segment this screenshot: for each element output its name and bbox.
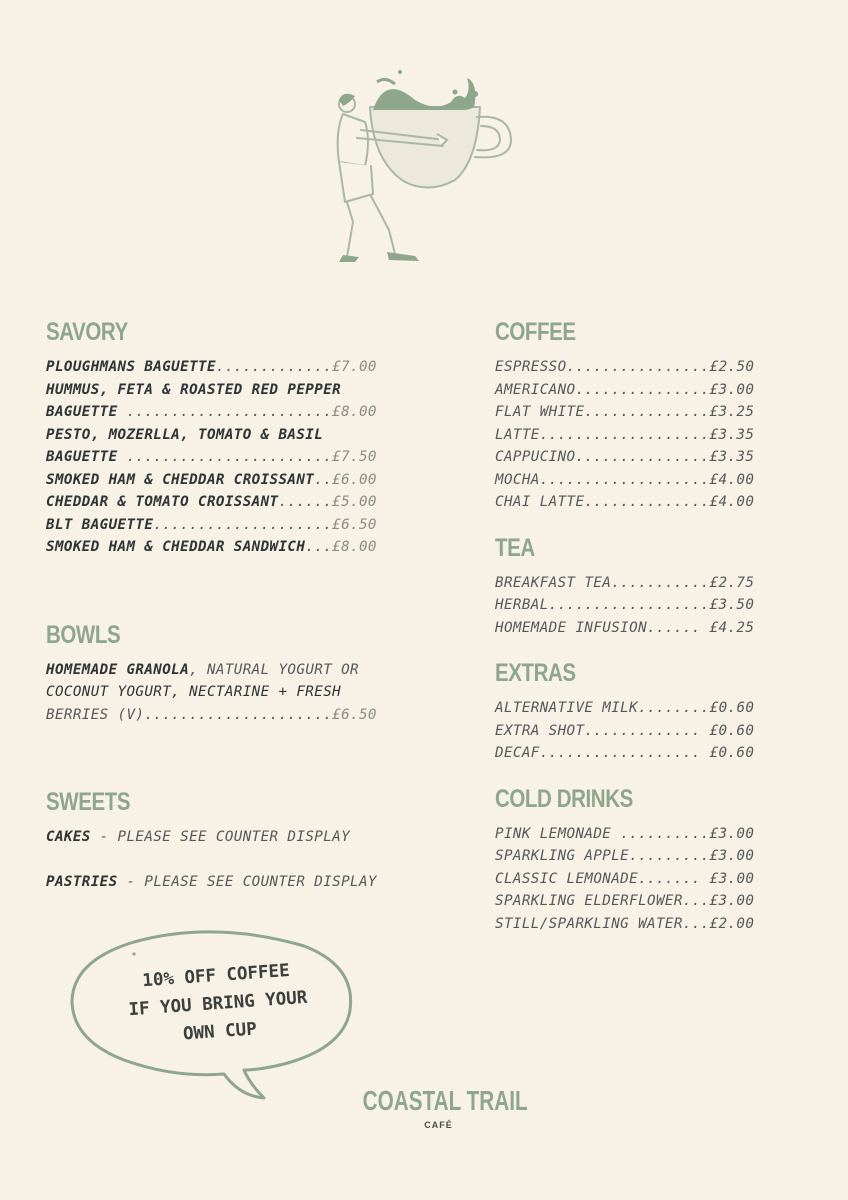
section-heading-coffee: COFFEE xyxy=(495,318,576,346)
menu-item-line xyxy=(495,868,805,891)
leader-dots: ...... xyxy=(278,494,333,510)
tea-section xyxy=(495,532,805,640)
leader-dots: ....................... xyxy=(117,449,333,465)
item-name-bold: HOMEMADE GRANOLA xyxy=(46,661,190,678)
menu-item-line xyxy=(46,514,441,537)
item-price: £2.00 xyxy=(709,915,755,932)
leader-dots: ............. xyxy=(215,359,333,375)
menu-item-line xyxy=(495,890,805,913)
leader-dots: ....... xyxy=(638,870,710,887)
item-price: £7.50 xyxy=(332,449,377,465)
item-name: DECAF xyxy=(495,745,540,761)
leader-dots: .............. xyxy=(584,494,710,510)
left-column xyxy=(46,316,441,894)
item-name: SMOKED HAM & CHEDDAR SANDWICH xyxy=(46,539,306,555)
savory-section xyxy=(46,316,441,559)
item-name: BAGUETTE xyxy=(46,404,118,420)
item-price: £3.35 xyxy=(709,449,755,465)
item-price: £6.50 xyxy=(332,516,377,533)
item-price: £3.00 xyxy=(709,848,755,864)
leader-dots: ....................... xyxy=(117,404,333,420)
leader-dots: .............. xyxy=(584,404,710,420)
menu-item-line xyxy=(46,401,441,424)
leader-dots: ..................... xyxy=(144,706,333,723)
item-name: HERBAL xyxy=(495,597,549,613)
leader-dots: ......... xyxy=(629,848,710,864)
item-name: LATTE xyxy=(495,426,540,443)
menu-line: COCONUT YOGURT, NECTARINE + FRESH xyxy=(46,684,342,700)
item-name: PLOUGHMANS BAGUETTE xyxy=(46,359,216,375)
promo-line: OWN CUP xyxy=(182,1019,258,1045)
item-price: £3.00 xyxy=(709,825,755,842)
menu-item-line xyxy=(495,823,805,846)
extras-section xyxy=(495,657,805,765)
item-price: £6.50 xyxy=(332,706,377,723)
item-name: ESPRESSO xyxy=(495,359,567,375)
item-price: £0.60 xyxy=(709,745,755,761)
coffee-cup-illustration xyxy=(325,62,525,272)
tea-item-list xyxy=(495,572,805,640)
menu-item-line xyxy=(495,697,805,720)
menu-item-line xyxy=(495,401,805,424)
item-name: CHAI LATTE xyxy=(495,494,585,510)
item-name: CLASSIC LEMONADE xyxy=(495,870,639,887)
menu-item-line xyxy=(46,469,441,492)
leader-dots: ...... xyxy=(647,619,710,636)
menu-item-line xyxy=(46,356,441,379)
item-name: BAGUETTE xyxy=(46,449,118,465)
menu-item-line xyxy=(495,424,805,447)
leader-dots: .................. xyxy=(539,745,710,761)
section-heading-cold-drinks: COLD DRINKS xyxy=(495,784,633,813)
item-price: £8.00 xyxy=(332,539,377,555)
item-name: ALTERNATIVE MILK xyxy=(495,700,639,716)
menu-item-line xyxy=(46,491,441,514)
menu-line xyxy=(46,704,441,727)
item-name: STILL/SPARKLING WATER xyxy=(495,915,683,932)
extras-item-list xyxy=(495,697,805,765)
leader-dots: ............... xyxy=(575,449,710,465)
cold-drinks-section xyxy=(495,783,805,936)
item-name: HOMEMADE INFUSION xyxy=(495,619,648,636)
menu-item-line xyxy=(46,424,441,447)
leader-dots: ........ xyxy=(638,700,710,716)
item-price: £3.00 xyxy=(709,870,755,887)
promo-line: 10% OFF COFFEE xyxy=(141,960,291,992)
menu-item-line xyxy=(495,617,805,640)
menu-item-line xyxy=(495,446,805,469)
menu-item-line xyxy=(495,742,805,765)
coffee-section xyxy=(495,316,805,514)
leader-dots: ................... xyxy=(539,471,710,488)
leader-dots: ................... xyxy=(539,426,710,443)
item-name: PINK LEMONADE xyxy=(495,825,612,842)
item-price: £3.00 xyxy=(709,893,755,909)
item-price: £8.00 xyxy=(332,404,377,420)
sweets-section xyxy=(46,786,441,894)
section-heading-tea: TEA xyxy=(495,533,535,562)
item-price: £5.00 xyxy=(332,494,377,510)
item-name: MOCHA xyxy=(495,471,540,488)
right-column xyxy=(495,316,805,935)
leader-dots: .. xyxy=(314,471,333,488)
menu-line xyxy=(46,871,441,894)
coffee-item-list xyxy=(495,356,805,514)
menu-item-line xyxy=(46,379,441,402)
item-price: £0.60 xyxy=(709,722,755,739)
item-price: £3.00 xyxy=(709,381,755,398)
item-price: £4.00 xyxy=(709,494,755,510)
item-name: CAPPUCINO xyxy=(495,449,576,465)
item-price: £4.00 xyxy=(709,471,755,488)
item-price: £3.50 xyxy=(709,597,755,613)
leader-dots: .................. xyxy=(548,597,710,613)
leader-dots: ................ xyxy=(566,359,710,375)
section-heading-savory: SAVORY xyxy=(46,318,128,346)
leader-dots: ... xyxy=(682,915,710,932)
item-name: AMERICANO xyxy=(495,381,576,398)
brand-logo xyxy=(362,1085,528,1130)
item-price: £2.50 xyxy=(709,359,755,375)
section-heading-extras: EXTRAS xyxy=(495,659,576,687)
menu-item-line xyxy=(495,356,805,379)
section-heading-sweets: SWEETS xyxy=(46,788,131,816)
savory-item-list xyxy=(46,356,441,559)
item-price: £4.25 xyxy=(709,619,755,636)
promo-line: IF YOU BRING YOUR xyxy=(127,987,309,1021)
leader-dots: ... xyxy=(305,539,333,555)
item-name: BLT BAGUETTE xyxy=(46,516,154,533)
brand-subtitle: CAFÉ xyxy=(424,1120,453,1130)
menu-line xyxy=(46,659,441,682)
item-price: £2.75 xyxy=(709,574,755,591)
item-price: £3.35 xyxy=(709,426,755,443)
item-description: , NATURAL YOGURT OR xyxy=(189,661,359,678)
leader-dots: ............. xyxy=(584,722,710,739)
item-name: HUMMUS, FETA & ROASTED RED PEPPER xyxy=(46,381,342,398)
item-name: FLAT WHITE xyxy=(495,404,585,420)
item-price: £0.60 xyxy=(709,700,755,716)
item-name: SMOKED HAM & CHEDDAR CROISSANT xyxy=(46,471,315,488)
menu-item-line xyxy=(46,446,441,469)
item-name-bold: PASTRIES xyxy=(46,874,118,890)
menu-item-line xyxy=(495,720,805,743)
item-name: BREAKFAST TEA xyxy=(495,574,612,591)
menu-line xyxy=(46,826,441,849)
item-description: BERRIES (V) xyxy=(46,706,145,723)
item-name: CHEDDAR & TOMATO CROISSANT xyxy=(46,494,279,510)
item-price: £7.00 xyxy=(332,359,377,375)
section-heading-bowls: BOWLS xyxy=(46,620,121,649)
item-name: PESTO, MOZERLLA, TOMATO & BASIL xyxy=(46,426,324,443)
leader-dots: .................... xyxy=(153,516,333,533)
leader-dots: ... xyxy=(682,893,710,909)
menu-item-line xyxy=(495,572,805,595)
cold-drinks-item-list xyxy=(495,823,805,936)
leader-dots: .......... xyxy=(611,825,710,842)
item-description: - PLEASE SEE COUNTER DISPLAY xyxy=(117,874,377,890)
item-description: - PLEASE SEE COUNTER DISPLAY xyxy=(90,829,351,845)
item-price: £3.25 xyxy=(709,404,755,420)
menu-item-line xyxy=(495,845,805,868)
item-name-bold: CAKES xyxy=(46,829,91,845)
leader-dots: ............... xyxy=(575,381,710,398)
menu-item-line xyxy=(495,913,805,936)
item-name: EXTRA SHOT xyxy=(495,722,585,739)
leader-dots: ........... xyxy=(611,574,710,591)
menu-item-line xyxy=(495,469,805,492)
item-name: SPARKLING ELDERFLOWER xyxy=(495,893,683,909)
menu-item-line xyxy=(495,379,805,402)
item-price: £6.00 xyxy=(332,471,377,488)
menu-item-line xyxy=(495,594,805,617)
menu-item-line xyxy=(495,491,805,514)
bowls-section xyxy=(46,619,441,727)
brand-name: COASTAL TRAIL xyxy=(362,1085,528,1116)
menu-item-line xyxy=(46,536,441,559)
item-name: SPARKLING APPLE xyxy=(495,848,630,864)
